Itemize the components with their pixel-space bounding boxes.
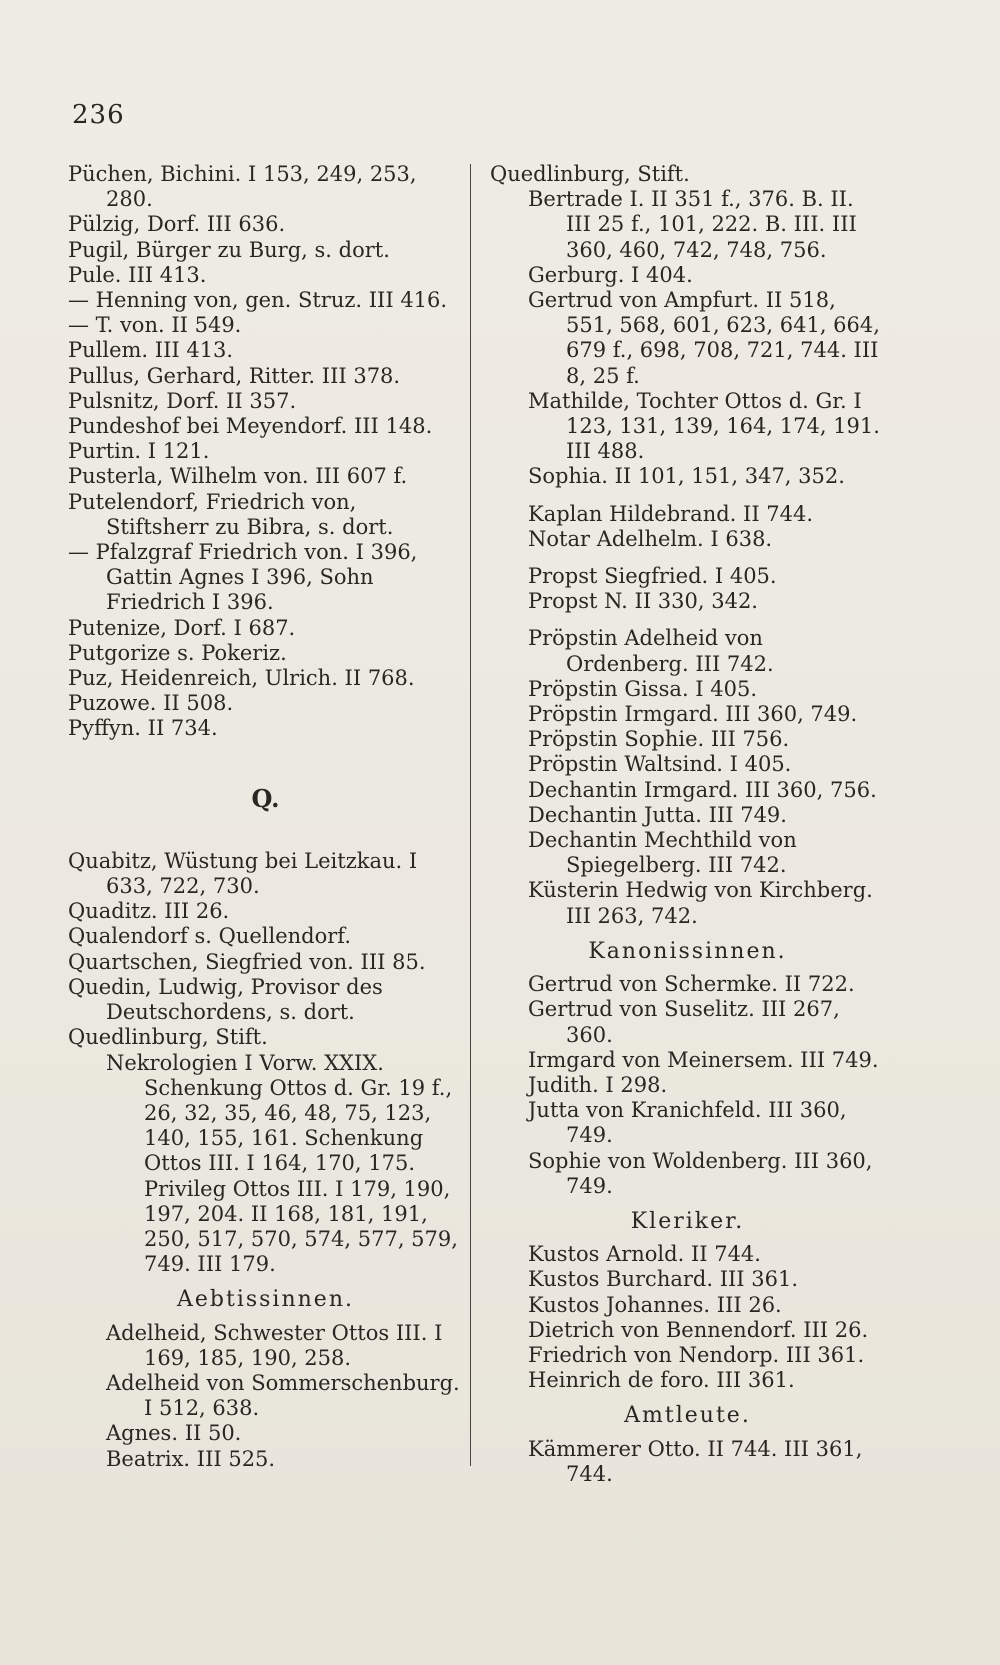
index-entry: — Pfalzgraf Friedrich von. I 396, Gattin Agnes I 396, Sohn Friedrich I 396. xyxy=(68,540,418,615)
index-entry: Puzowe. II 508. xyxy=(68,691,234,716)
index-subentry: Dechantin Irmgard. III 360, 756. xyxy=(528,777,877,802)
index-subentry: Kustos Burchard. III 361. xyxy=(528,1267,799,1292)
index-subentry: Kustos Johannes. III 26. xyxy=(528,1292,782,1317)
index-entry: Quartschen, Siegfried von. III 85. xyxy=(68,949,426,974)
right-column xyxy=(490,162,885,1487)
index-entry: — T. von. II 549. xyxy=(68,313,242,338)
index-subentry: Dietrich von Bennendorf. III 26. xyxy=(528,1317,869,1342)
dignitaries-list xyxy=(490,626,885,928)
index-entry: Quedin, Ludwig, Provisor des Deutschordens, s. dort. xyxy=(68,974,383,1025)
index-subentry: Propst Siegfried. I 405. xyxy=(528,564,777,589)
index-subentry: Gertrud von Schermke. II 722. xyxy=(528,972,855,997)
index-subentry: Agnes. II 50. xyxy=(106,1421,242,1446)
section-heading-kanonissinnen: Kanonissinnen. xyxy=(588,938,787,964)
index-subentry: Kustos Arnold. II 744. xyxy=(528,1242,761,1267)
left-column xyxy=(68,162,463,1472)
index-entry: Püchen, Bichini. I 153, 249, 253, 280. xyxy=(68,162,417,212)
section-heading-kleriker: Kleriker. xyxy=(630,1208,745,1234)
index-subentry: Kaplan Hildebrand. II 744. xyxy=(528,501,814,526)
propst-list xyxy=(490,564,885,614)
q-entries xyxy=(68,849,463,1277)
index-subentry: Notar Adelhelm. I 638. xyxy=(528,526,773,551)
index-entry: Pyffyn. II 734. xyxy=(68,716,218,741)
index-subentry: Dechantin Jutta. III 749. xyxy=(528,802,787,827)
index-subentry: Gertrud von Suselitz. III 267, 360. xyxy=(528,997,840,1047)
index-subentry: Judith. I 298. xyxy=(528,1072,668,1097)
section-heading-amtleute: Amtleute. xyxy=(624,1403,751,1429)
index-subentry: Pröpstin Adelheid von Ordenberg. III 742. xyxy=(528,626,774,676)
index-subentry: Gertrud von Ampfurt. II 518, 551, 568, 601, 623, 641, 664, 679 f., 698, 708, 721, 744. III 8, 25 f. xyxy=(528,288,880,388)
index-subentry: Dechantin Mechthild von Spiegelberg. III 742. xyxy=(528,828,797,878)
index-entry: Putenize, Dorf. I 687. xyxy=(68,615,296,640)
index-entry: Putelendorf, Friedrich von, Stiftsherr zu Bibra, s. dort. xyxy=(68,489,394,539)
index-entry: Pusterla, Wilhelm von. III 607 f. xyxy=(68,464,408,489)
amtleute-list xyxy=(490,1437,885,1487)
letter-heading-q: Q. xyxy=(251,783,280,813)
index-subentry: Beatrix. III 525. xyxy=(106,1446,276,1471)
index-entry: Quaditz. III 26. xyxy=(68,899,230,924)
kleriker-list xyxy=(490,1242,885,1393)
kanonissinnen-list xyxy=(490,972,885,1199)
index-subentry: Sophia. II 101, 151, 347, 352. xyxy=(528,464,845,489)
index-entry: Pugil, Bürger zu Burg, s. dort. xyxy=(68,237,390,262)
index-subentry: Nekrologien I Vorw. XXIX. Schenkung Ottos d. Gr. 19 f., 26, 32, 35, 46, 48, 75, 123, 140, 155, 161. Schenkung Ottos III. I 164, 170, 175. Privileg Ottos III. I 179, 190, 197, 204. II 168, 181, 191, 250, 517, 570, 574, 577, 579, 749. III 179. xyxy=(106,1050,458,1277)
index-subentry: Bertrade I. II 351 f., 376. B. II. III 25 f., 101, 222. B. III. III 360, 460, 742, 748, 756. xyxy=(528,187,857,262)
index-subentry: Pröpstin Irmgard. III 360, 749. xyxy=(528,702,858,727)
index-subentry: Kämmerer Otto. II 744. III 361, 744. xyxy=(528,1436,863,1486)
aebtissinnen-list xyxy=(68,1321,463,1472)
index-subentry: Adelheid von Sommerschenburg. I 512, 638. xyxy=(106,1370,460,1421)
index-entry: Putgorize s. Pokeriz. xyxy=(68,640,287,665)
index-subentry: Sophie von Woldenberg. III 360, 749. xyxy=(528,1148,873,1198)
index-subentry: Irmgard von Meinersem. III 749. xyxy=(528,1047,879,1072)
index-entry: Qualendorf s. Quellendorf. xyxy=(68,924,352,949)
column-divider xyxy=(470,164,471,1466)
index-entry: Quedlinburg, Stift. xyxy=(68,1025,268,1050)
index-entry: Quabitz, Wüstung bei Leitzkau. I 633, 722, 730. xyxy=(68,848,418,899)
index-subentry: Küsterin Hedwig von Kirchberg. III 263, 742. xyxy=(528,878,873,928)
index-entry: Pullus, Gerhard, Ritter. III 378. xyxy=(68,363,401,388)
index-entry: Pullem. III 413. xyxy=(68,338,234,363)
index-subentry: Heinrich de foro. III 361. xyxy=(528,1368,795,1393)
index-subentry: Jutta von Kranichfeld. III 360, 749. xyxy=(528,1098,847,1148)
index-entry: Pulsnitz, Dorf. II 357. xyxy=(68,388,297,413)
abbesses-continued xyxy=(490,187,885,489)
clergy-list xyxy=(490,502,885,552)
index-entry: Pundeshof bei Meyendorf. III 148. xyxy=(68,414,433,439)
page-number: 236 xyxy=(72,100,125,130)
p-entries xyxy=(68,162,463,742)
index-subentry: Pröpstin Sophie. III 756. xyxy=(528,727,790,752)
index-entry: Puz, Heidenreich, Ulrich. II 768. xyxy=(68,666,415,691)
index-subentry: Pröpstin Waltsind. I 405. xyxy=(528,752,792,777)
index-subentry: Adelheid, Schwester Ottos III. I 169, 185, 190, 258. xyxy=(106,1320,443,1370)
section-heading-aebtissinnen: Aebtissinnen. xyxy=(176,1287,354,1313)
index-entry: — Henning von, gen. Struz. III 416. xyxy=(68,288,448,313)
index-subentry: Friedrich von Nendorp. III 361. xyxy=(528,1342,865,1367)
index-entry: Pule. III 413. xyxy=(68,262,207,287)
index-subentry: Propst N. II 330, 342. xyxy=(528,589,758,614)
index-subentry: Pröpstin Gissa. I 405. xyxy=(528,676,758,701)
index-subentry: Gerburg. I 404. xyxy=(528,262,693,287)
index-subentry: Mathilde, Tochter Ottos d. Gr. I 123, 131, 139, 164, 174, 191. III 488. xyxy=(528,388,880,464)
index-entry: Purtin. I 121. xyxy=(68,439,210,464)
continuation-heading: Quedlinburg, Stift. xyxy=(490,162,690,186)
index-entry: Pülzig, Dorf. III 636. xyxy=(68,212,286,237)
